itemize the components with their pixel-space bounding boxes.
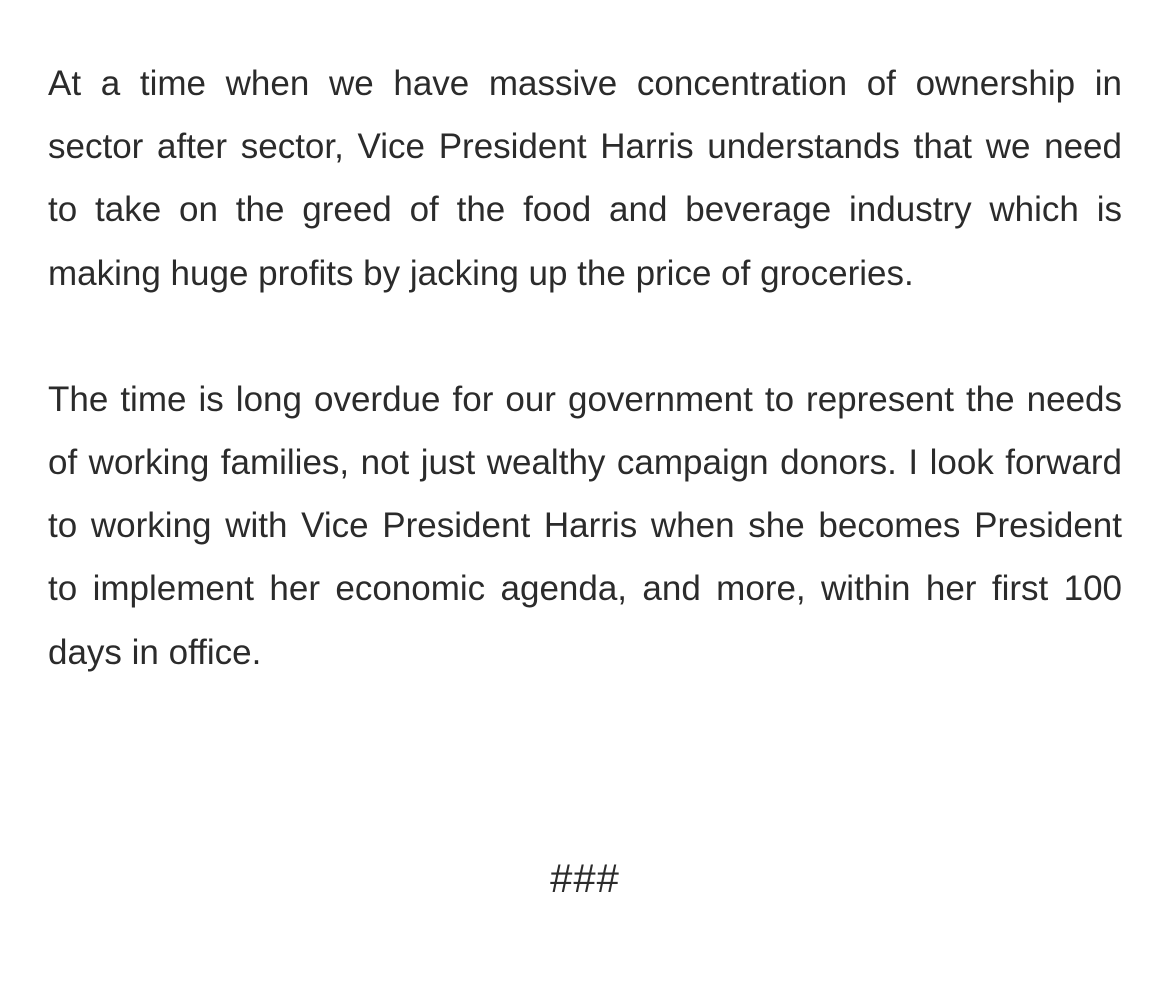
end-of-release-mark: ###: [550, 857, 620, 901]
statement-paragraph-2: The time is long overdue for our government to represent the needs of working families, not just wealthy campaign donors. I look forward to working with Vice President Harris when she becomes President to implement her economic agenda, and more, within her first 100 days in office.: [48, 379, 1122, 672]
press-statement-body: [48, 52, 1122, 684]
statement-paragraph-1: At a time when we have massive concentration of ownership in sector after sector, Vice President Harris understands that we need to take on the greed of the food and beverage industry which is making huge profits by jacking up the price of groceries.: [48, 64, 1122, 293]
